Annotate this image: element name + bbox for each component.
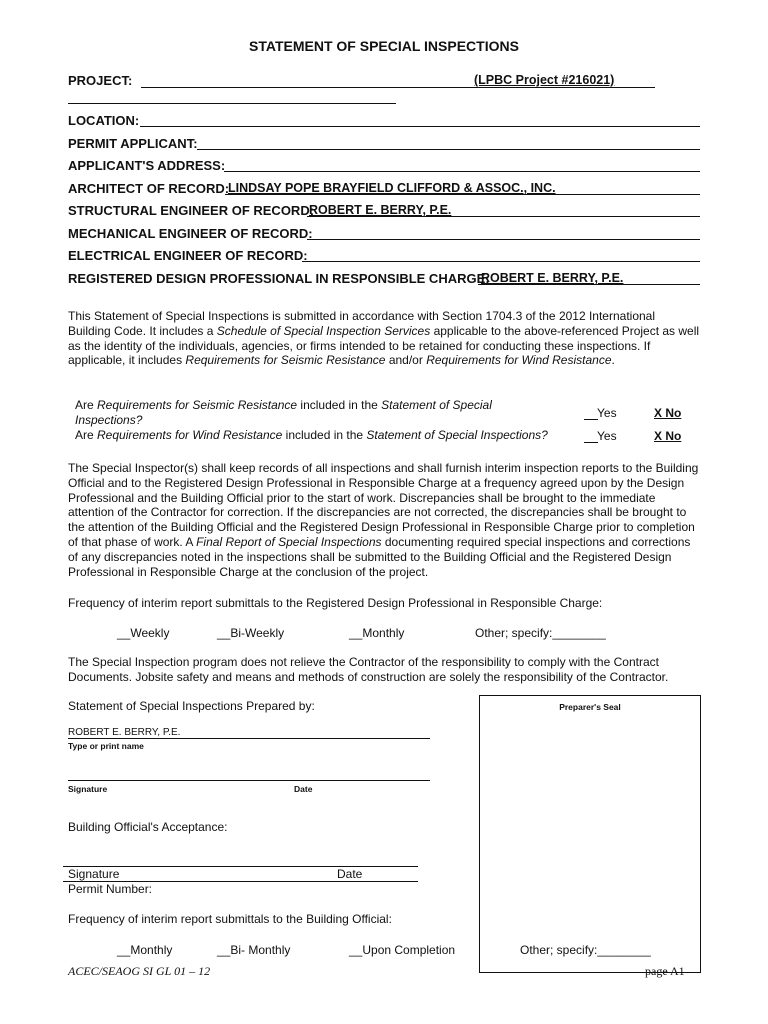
architect-label: ARCHITECT OF RECORD: [68, 181, 230, 196]
permit-number-label: Permit Number: [68, 882, 153, 896]
permit-applicant-label: PERMIT APPLICANT: [68, 136, 198, 151]
architect-value: LINDSAY POPE BRAYFIELD CLIFFORD & ASSOC., INC. [228, 181, 556, 195]
rdp-frequency-biweekly[interactable]: __Bi-Weekly [217, 626, 285, 640]
project-reference: (LPBC Project #216021) [474, 73, 615, 87]
rdp-frequency-other[interactable]: Other; specify:________ [475, 626, 606, 640]
project-label: PROJECT: [68, 73, 133, 88]
preparer-signature-line[interactable] [68, 780, 430, 781]
official-frequency-bimonthly[interactable]: __Bi- Monthly [217, 943, 291, 957]
wind-no-option[interactable]: X No [654, 429, 682, 443]
official-frequency-label: Frequency of interim report submittals to the Building Official: [68, 912, 392, 926]
preparer-signature-label: Signature [68, 784, 108, 794]
preparer-seal-label: Preparer's Seal [559, 702, 621, 712]
preparer-date-label: Date [294, 784, 313, 794]
seismic-no-option[interactable]: X No [654, 406, 682, 420]
official-frequency-other[interactable]: Other; specify:________ [520, 943, 651, 957]
rdp-frequency-monthly[interactable]: __Monthly [349, 626, 405, 640]
project-field-line-2[interactable] [68, 103, 396, 104]
electrical-engineer-field-line[interactable] [302, 261, 700, 262]
project-field-line[interactable] [141, 87, 655, 88]
location-label: LOCATION: [68, 113, 140, 128]
document-title: STATEMENT OF SPECIAL INSPECTIONS [249, 38, 519, 54]
applicant-address-field-line[interactable] [224, 171, 700, 172]
mechanical-engineer-field-line[interactable] [307, 239, 700, 240]
rdp-frequency-weekly[interactable]: __Weekly [117, 626, 170, 640]
wind-yes-blank[interactable] [584, 442, 598, 443]
seismic-yes-option[interactable]: Yes [597, 406, 617, 420]
seismic-question: Are Requirements for Seismic Resistance included in the Statement of Special Inspections? [75, 398, 492, 427]
wind-yes-option[interactable]: Yes [597, 429, 617, 443]
location-field-line[interactable] [140, 126, 700, 127]
structural-engineer-value: ROBERT E. BERRY, P.E. [309, 203, 452, 217]
official-date-label: Date [337, 867, 363, 881]
preparer-name-line[interactable] [68, 738, 430, 739]
rdp-value: ROBERT E. BERRY, P.E. [481, 271, 624, 285]
rdp-label: REGISTERED DESIGN PROFESSIONAL IN RESPONSIBLE CHARGE: [68, 271, 490, 286]
intro-paragraph: This Statement of Special Inspections is submitted in accordance with Section 1704.3 of the 2012 International Building Code. It includes a Schedule of Special Inspection Services applicable to the above-referenced Project as well as the identity of the individuals, agencies, or firms intended to be retained for conducting these inspections. If applicable, it includes Requirements for Seismic Resistance and/or Requirements for Wind Resistance. [68, 309, 700, 368]
official-frequency-upon-completion[interactable]: __Upon Completion [349, 943, 456, 957]
official-frequency-monthly[interactable]: __Monthly [117, 943, 173, 957]
records-paragraph: The Special Inspector(s) shall keep records of all inspections and shall furnish interim inspection reports to the Building Official and to the Registered Design Professional in Responsible Charge at a frequency agreed upon by the Design Professional and the Building Official prior to the start of work. Discrepancies shall be brought to the immediate attention of the Contractor for correction. If the discrepancies are not corrected, the discrepancies shall be brought to the attention of the Building Official and the Registered Design Professional in Responsible Charge prior to completion of that phase of work. A Final Report of Special Inspections documenting required special inspections and corrections of any discrepancies noted in the inspections shall be submitted to the Building Official and the Registered Design Professional in Responsible Charge at the conclusion of the project. [68, 461, 699, 579]
mechanical-engineer-label: MECHANICAL ENGINEER OF RECORD: [68, 226, 313, 241]
electrical-engineer-label: ELECTRICAL ENGINEER OF RECORD: [68, 248, 308, 263]
wind-question: Are Requirements for Wind Resistance included in the Statement of Special Inspections? [75, 428, 548, 442]
applicant-address-label: APPLICANT'S ADDRESS: [68, 158, 226, 173]
type-print-name-label: Type or print name [68, 741, 144, 751]
program-paragraph: The Special Inspection program does not relieve the Contractor of the responsibility to comply with the Contract Documents. Jobsite safety and means and methods of construction are solely the responsibility of the Contractor. [68, 655, 669, 684]
permit-applicant-field-line[interactable] [197, 149, 700, 150]
seismic-yes-blank[interactable] [584, 419, 598, 420]
preparer-name: ROBERT E. BERRY, P.E. [68, 727, 181, 738]
rdp-frequency-label: Frequency of interim report submittals to the Registered Design Professional in Responsible Charge: [68, 596, 603, 610]
preparer-seal-box [479, 695, 701, 973]
footer-form-code: ACEC/SEAOG SI GL 01 – 12 [68, 964, 211, 978]
prepared-by-label: Statement of Special Inspections Prepared by: [68, 699, 315, 713]
footer-page-number: page A1 [645, 964, 685, 978]
structural-engineer-label: STRUCTURAL ENGINEER OF RECORD: [68, 203, 315, 218]
official-signature-label: Signature [68, 867, 120, 881]
official-acceptance-label: Building Official's Acceptance: [68, 820, 228, 834]
